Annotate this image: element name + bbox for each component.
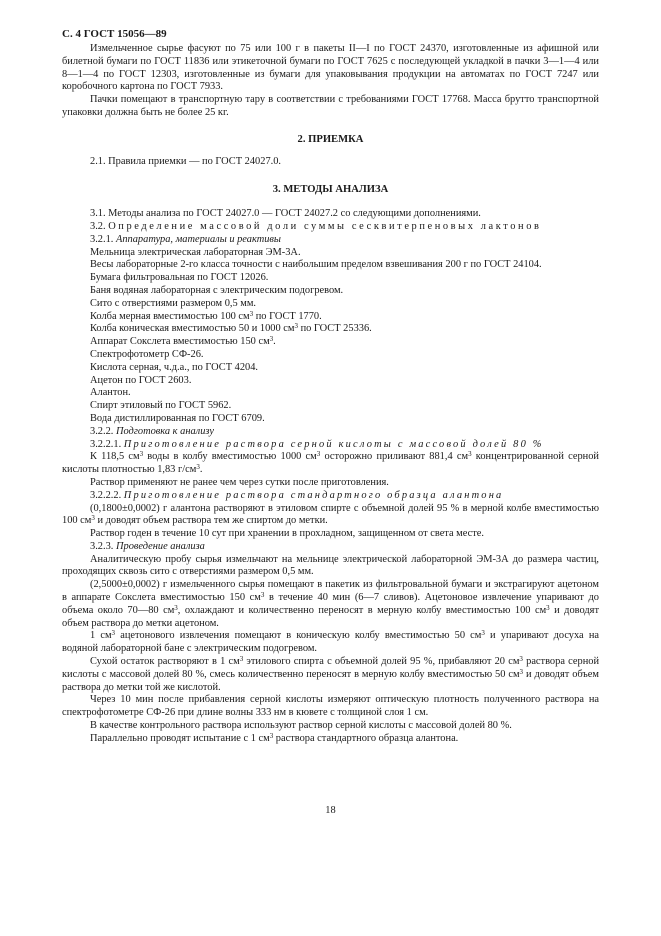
analysis-paragraph: Аналитическую пробу сырья измельчают на мельнице электрической лабораторной ЭМ-3А до размера частиц, проходящих сквозь сито с отверстиями размером 0,5 мм.: [62, 553, 599, 578]
equipment-item: Баня водяная лабораторная с электрическим подогревом.: [90, 284, 344, 296]
analysis-paragraph: Через 10 мин после прибавления серной кислоты измеряют оптическую плотность полученного раствора на спектрофотометре СФ-26 при длине волны 333 нм в кювете с толщиной слоя 1 см.: [62, 694, 599, 719]
acceptance-paragraph: 2.1. Правила приемки — по ГОСТ 24027.0.: [90, 155, 282, 167]
equipment-item: Алантон.: [90, 387, 131, 399]
section-3-2-2-2-title: Приготовление раствора стандартного образца алантона: [123, 489, 504, 501]
section-3-title: 3. МЕТОДЫ АНАЛИЗА: [272, 184, 389, 196]
section-3-2-title: Определение массовой доли суммы сесквитерпеновых лактонов: [108, 220, 542, 232]
analysis-paragraph: (2,5000±0,0002) г измельченного сырья помещают в пакетик из фильтровальной бумаги и экстрагируют ацетоном в аппарате Сокслета вместимостью 150 $см^3$ в течение 40 мин (6—7 сливов). Ацетоновое извлечение упаривают до объема около 70—80 $см^3$, охлаждают и количественно переносят в мерную колбу вместимостью 100 $см^3$ и доводят объем раствора до метки ацетоном.: [62, 579, 599, 629]
page-number: 18: [325, 805, 336, 816]
equipment-item: Мельница электрическая лабораторная ЭМ-3А.: [90, 246, 301, 258]
section-3-2-1-number: 3.2.1.: [90, 233, 114, 245]
equipment-item: Весы лабораторные 2-го класса точности с наибольшим пределом взвешивания 200 г по ГОСТ 24104.: [90, 259, 542, 271]
transport-paragraph: Пачки помещают в транспортную тару в соответствии с требованиями ГОСТ 17768. Масса брутто транспортной упаковки должна быть не более 25 кг.: [62, 94, 599, 118]
equipment-item: Колба мерная вместимостью 100 $см^3$ по ГОСТ 1770.: [90, 309, 322, 322]
acid-usage-paragraph: Раствор применяют не ранее чем через сутки после приготовления.: [90, 476, 389, 488]
equipment-item: Кислота серная, ч.д.а., по ГОСТ 4204.: [90, 361, 259, 373]
standard-storage-paragraph: Раствор годен в течение 10 сут при хранении в прохладном, защищенном от света месте.: [90, 528, 484, 540]
equipment-item: Аппарат Сокслета вместимостью 150 $см^3$.: [90, 335, 276, 348]
acid-preparation-paragraph: К 118,5 $см^3$ воды в колбу вместимостью 1000 $см^3$ осторожно приливают 881,4 $см^3$ концентрированной серной кислоты плотностью 1,83 $г/см^3$.: [62, 450, 599, 476]
equipment-item: Вода дистиллированная по ГОСТ 6709.: [90, 412, 265, 424]
equipment-item: Спектрофотометр СФ-26.: [90, 348, 204, 360]
section-3-2-2-title: Подготовка к анализу: [116, 425, 214, 437]
section-3-2: [62, 221, 599, 234]
analysis-paragraph: 1 $см^3$ ацетонового извлечения помещают в коническую колбу вместимостью 50 $см^3$ и упаривают досуха на водяной лабораторной бане с электрическим подогревом.: [62, 629, 599, 655]
standard-preparation-paragraph: (0,1800±0,0002) г алантона растворяют в этиловом спирте с объемной долей 95 % в мерной колбе вместимостью 100 $см^3$ и доводят объем раствора тем же спиртом до метки.: [62, 502, 599, 527]
equipment-item: Сито с отверстиями размером 0,5 мм.: [90, 297, 257, 309]
equipment-item: Спирт этиловый по ГОСТ 5962.: [90, 400, 232, 412]
document-body: [62, 43, 599, 746]
equipment-item: Ацетон по ГОСТ 2603.: [90, 374, 192, 386]
section-3-2-2-1-title: Приготовление раствора серной кислоты с массовой долей 80 %: [123, 438, 544, 450]
equipment-item: Колба коническая вместимостью 50 и 1000 $см^3$ по ГОСТ 25336.: [90, 322, 372, 335]
analysis-paragraph: Параллельно проводят испытание с 1 $см^3$ раствора стандартного образца алантона.: [90, 731, 459, 744]
page-header: С. 4 ГОСТ 15056—89: [62, 28, 167, 40]
section-2-title: 2. ПРИЕМКА: [297, 133, 364, 145]
methods-paragraph: 3.1. Методы анализа по ГОСТ 24027.0 — ГОСТ 24027.2 со следующими дополнениями.: [90, 208, 481, 220]
section-3-2-3-title: Проведение анализа: [116, 540, 205, 552]
analysis-paragraph: В качестве контрольного раствора используют раствор серной кислоты с массовой долей 80 %.: [90, 720, 512, 732]
analysis-paragraph: Сухой остаток растворяют в 1 $см^3$ этилового спирта с объемной долей 95 %, прибавляют 20 $см^3$ раствора серной кислоты с массовой долей 80 %, смесь количественно переносят в мерную колбу вместимостью 50 $см^3$ и доводят объем раствора до метки той же кислотой.: [62, 655, 600, 693]
section-3-2-2-2: 3.2.2.2. Приготовление раствора стандартного образца алантона: [90, 489, 504, 501]
section-3-2-3: 3.2.3. Проведение анализа: [90, 540, 205, 552]
packaging-paragraph: Измельченное сырье фасуют по 75 или 100 г в пакеты II—I по ГОСТ 24370, изготовленные из афишной или билетной бумаги по ГОСТ 11836 или этикеточной бумаги по ГОСТ 7625 с последующей укладкой в пачки 3—1—4 или 8—1—4 по ГОСТ 12303, изготовленные из бумаги для упаковывания продукции на автоматах по ГОСТ 7247 или коробочного картона по ГОСТ 7933.: [62, 43, 599, 93]
section-3-2-2-1: 3.2.2.1. Приготовление раствора серной кислоты с массовой долей 80 %: [90, 438, 544, 450]
section-3-2-2: 3.2.2. Подготовка к анализу: [90, 425, 214, 437]
equipment-item: Бумага фильтровальная по ГОСТ 12026.: [90, 272, 269, 284]
section-3-2-number: 3.2.: [90, 220, 106, 232]
section-3-2-1: [62, 234, 599, 247]
section-3-2-1-title: Аппаратура, материалы и реактивы: [116, 233, 281, 245]
